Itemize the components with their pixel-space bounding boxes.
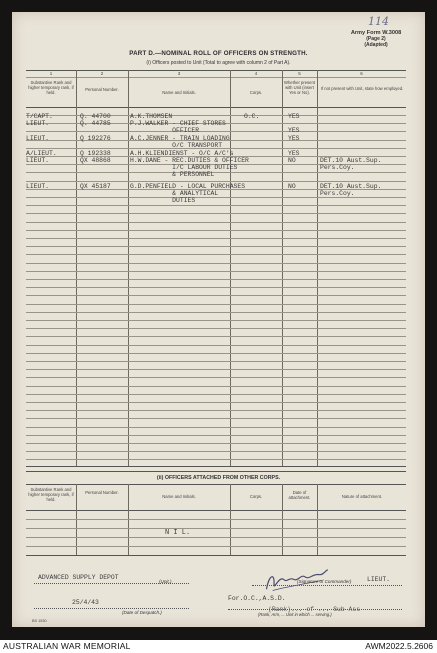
ruled-line [26,181,406,182]
cell-rank: LIEUT. [26,157,50,164]
attached-header-name: Name and Initials. [162,494,196,499]
cell-name: DUTIES [130,197,196,204]
date-label: (Date of Despatch.) [122,610,162,615]
col-number: 3 [177,71,181,76]
ruled-line [26,263,406,264]
header-name: Name and Initials. [162,90,196,95]
ruled-line [26,528,406,529]
header-corps: Corps. [249,90,263,95]
ruled-line [26,402,406,403]
attached-header-rank: Substantive Rank and higher temporary rank, if held. [28,487,74,502]
col-divider [230,70,231,466]
ruled-line [26,230,406,231]
cell-name: & PERSONNEL [130,171,215,178]
ruled-line [26,271,406,272]
cell-personal-number: Q. 44700 [80,113,111,120]
print-code: BS 1530 [32,619,47,623]
unit-value: ADVANCED SUPPLY DEPOT [38,574,119,581]
ruled-line [26,386,406,387]
nil-entry: N I L. [165,529,191,537]
header-personal-number: Personal Number. [85,87,119,92]
handwritten-page-number: 114 [368,15,389,28]
part-d-subtitle: (i) Officers posted to Unit (Total to agree with column 2 of Part A). [146,60,291,66]
attached-header-date: Date of attachment. [288,490,311,500]
overstruck-rank-text: (Rank)... of ... Sub Ass [268,606,361,613]
cell-name: A.C.JENNER - TRAIN LOADING [130,135,230,142]
ruled-line [26,451,406,452]
rank-label: (Rank, Arm, ... Unit in which ... serving.) [258,612,332,617]
ruled-line [26,279,406,280]
ruled-line [26,353,406,354]
form-number: Army Form W.3008 [350,30,402,36]
date-value: 25/4/43 [72,599,99,606]
archive-reference: AWM2022.5.2606 [365,641,433,651]
ruled-line [26,418,406,419]
ruled-line [26,345,406,346]
form-reference [330,30,422,48]
ruled-line [26,369,406,370]
form-page-label: (Page 2) [366,36,386,42]
ruled-line [26,312,406,313]
attached-header-nature: Nature of attachment. [341,494,383,499]
ruled-line [26,519,406,520]
attached-header-top-rule [26,484,406,485]
cell-personal-number: Q. 44785 [80,120,111,127]
ruled-line [26,546,406,547]
signature-label: (Signature of Commander) [297,579,352,584]
ruled-line [26,254,406,255]
ruled-line [26,295,406,296]
cell-present: YES [288,150,300,157]
signature-rank: LIEUT. [367,576,391,583]
ruled-line [26,435,406,436]
ruled-line [26,459,406,460]
cell-rank: A/LIEUT. [26,150,57,157]
col-number: 2 [100,71,104,76]
ruled-line [26,328,406,329]
attached-table-bottom-rule [26,555,406,556]
cell-personal-number: Q 192276 [80,135,111,142]
cell-rank: LIEUT. [26,135,50,142]
ruled-line [26,287,406,288]
attached-header-number: Personal Number. [85,490,119,495]
cell-employed: DET.10 Aust.Sup. [320,157,382,164]
col-divider [76,70,77,466]
cell-name: G.D.PENFIELD - LOCAL PURCHASES [130,183,246,190]
col-number: 6 [360,71,363,76]
signature-dotted-line [252,585,402,586]
attached-header-corps: Corps. [249,494,263,499]
col-divider [317,70,318,466]
ruled-line [26,246,406,247]
cell-present: YES [288,113,300,120]
form-adapted-label: (Adapted) [364,42,388,48]
form-page [12,12,425,627]
cell-rank: LIEUT. [26,183,50,190]
col-number: 5 [298,71,301,76]
ruled-line [26,427,406,428]
section-ii-top-rule [26,471,406,472]
unit-label: (Unit.) [159,579,172,584]
archive-credit: AUSTRALIAN WAR MEMORIAL [3,641,131,651]
header-present: Whether present with Unit (insert Yes or No). [284,80,315,95]
cell-name: I/C LABOUR DUTIES [130,164,238,171]
cell-present: YES [288,127,300,134]
ruled-line [26,205,406,206]
ruled-line [26,336,406,337]
cell-personal-number: QX 48868 [80,157,111,164]
cell-name: P.J.WALKER - CHIEF STORES [130,120,226,127]
header-rank: Substantive Rank and higher temporary rank, if held. [28,80,74,95]
cell-personal-number: Q 192338 [80,150,111,157]
rank-dotted-line [228,609,402,610]
cell-name: & ANALYTICAL [130,190,219,197]
ruled-line [26,443,406,444]
attached-title: (ii) OFFICERS ATTACHED FROM OTHER CORPS. [156,475,281,481]
ruled-line [26,213,406,214]
ruled-line [26,377,406,378]
date-dotted-line [34,608,189,609]
cell-employed: Pers.Coy. [320,190,355,197]
col-number-rule [26,77,406,78]
ruled-line [26,222,406,223]
cell-name: OFFICER [130,127,200,134]
cell-name: O/C TRANSPORT [130,142,223,149]
ruled-line [26,304,406,305]
ruled-line [26,320,406,321]
col-number: 1 [49,71,53,76]
cell-present: YES [288,135,300,142]
cell-name: H.W.DANE - REC.DUTIES & OFFICER [130,157,249,164]
col-divider [282,70,283,466]
col-divider [128,70,129,466]
attached-header-bottom-rule [26,510,406,511]
cell-corps: O.C. [244,113,260,120]
part-d-title: PART D.—NOMINAL ROLL OF OFFICERS ON STRENGTH. [129,50,308,57]
header-employed: If not present with Unit, state how employed. [320,86,404,91]
cell-present: NO [288,183,296,190]
cell-present: NO [288,157,296,164]
col-number: 4 [254,71,258,76]
cell-name: A.K.THOMSEN [130,113,173,120]
ruled-line [26,537,406,538]
ruled-line [26,238,406,239]
header-bottom-rule [26,107,406,108]
ruled-line [26,410,406,411]
table-bottom-rule [26,466,406,467]
ruled-line [26,394,406,395]
cell-rank: T/CAPT. [26,113,53,120]
ruled-line [26,361,406,362]
cell-employed: Pers.Coy. [320,164,355,171]
cell-personal-number: QX 45187 [80,183,111,190]
ruled-line [26,172,406,173]
cell-name: A.H.KLIENDIENST - O/C A/C's [130,150,234,157]
cell-rank: LIEUT. [26,120,50,127]
cell-employed: DET.10 Aust.Sup. [320,183,382,190]
ruled-line [26,131,406,132]
for-officer-commanding: For.O.C.,A.S.D. [228,595,286,602]
